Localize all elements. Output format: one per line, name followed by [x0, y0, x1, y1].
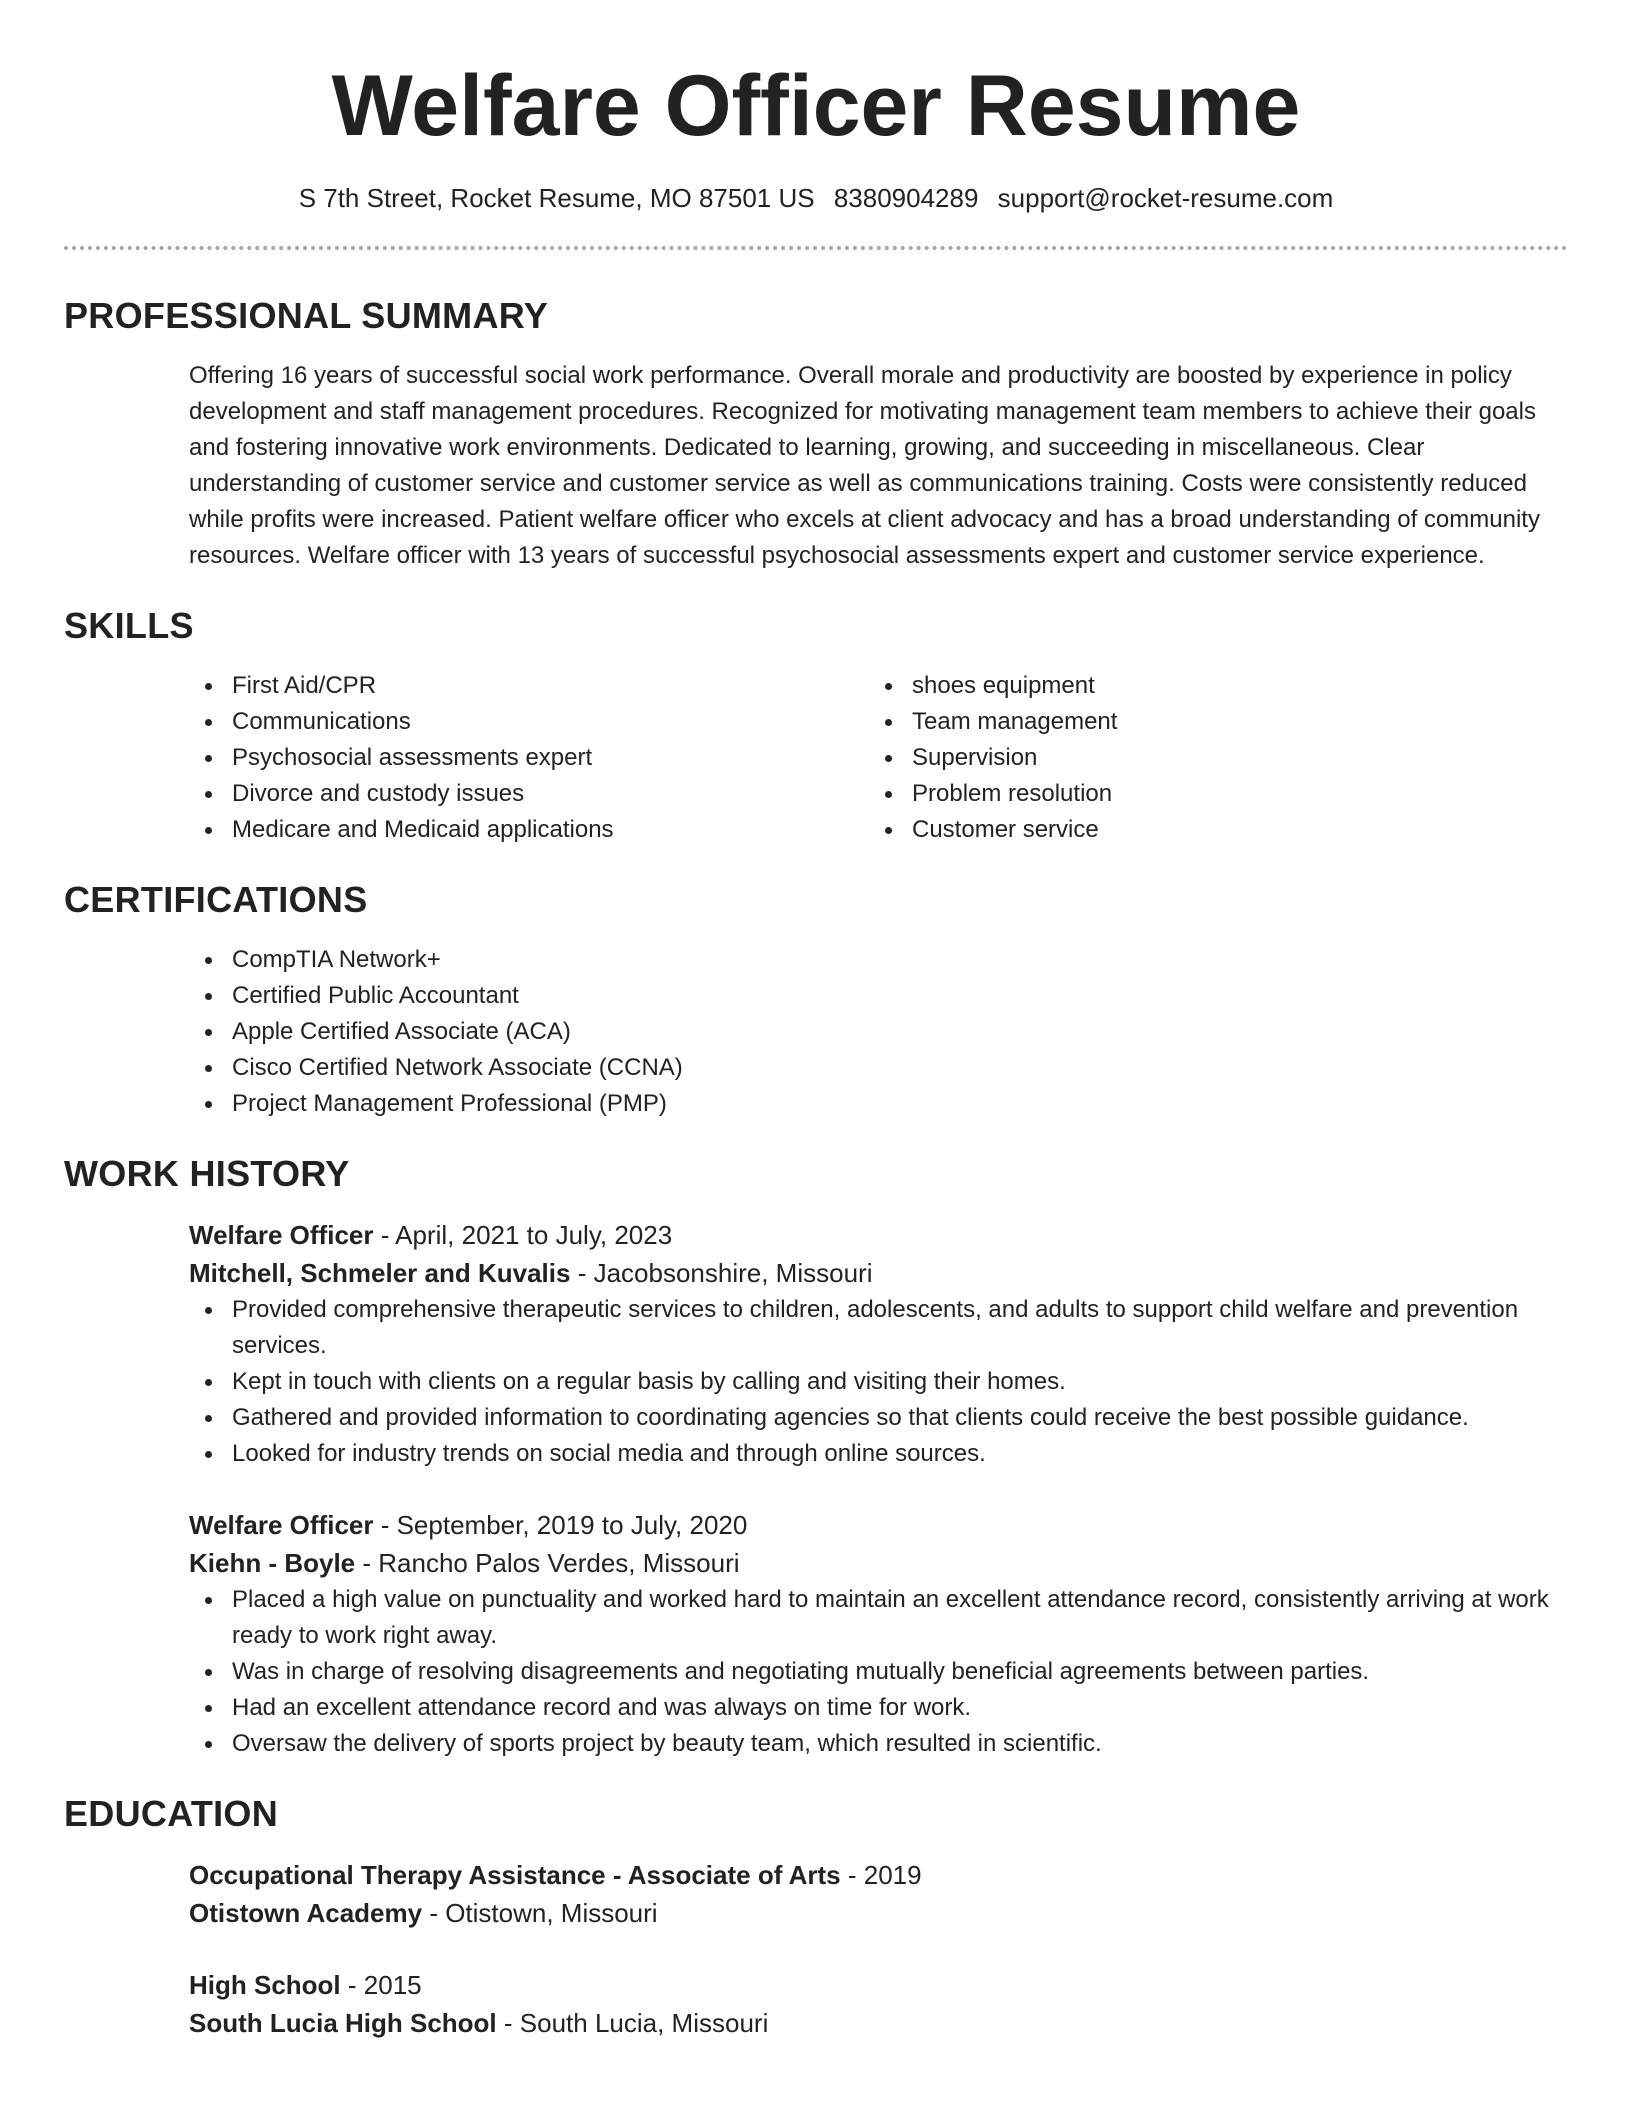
- education-heading: EDUCATION: [64, 1793, 279, 1834]
- education-degree-line: [189, 1856, 1568, 1894]
- education-degree: High School: [189, 1970, 341, 2000]
- spacer: [189, 1472, 1568, 1506]
- skills-list-right: [869, 668, 1549, 848]
- contact-line: [64, 180, 1568, 216]
- skills-heading: SKILLS: [64, 605, 194, 646]
- job-title: Welfare Officer: [189, 1220, 374, 1250]
- education-entry: [189, 1856, 1568, 1932]
- education-year: - 2015: [340, 1970, 422, 2000]
- education-school-line: [189, 1894, 1568, 1932]
- skill-item: Psychosocial assessments expert: [232, 740, 869, 776]
- job-company-line: [189, 1544, 1568, 1582]
- education-school: South Lucia High School: [189, 2008, 497, 2038]
- job-company: Kiehn - Boyle: [189, 1548, 356, 1578]
- job-duties-list: [189, 1582, 1568, 1762]
- work-history-heading: WORK HISTORY: [64, 1153, 350, 1194]
- skill-item: Communications: [232, 704, 869, 740]
- job-duty: Gathered and provided information to coordinating agencies so that clients could receive the best possible guidance.: [232, 1400, 1568, 1436]
- skills-section: [189, 668, 1568, 848]
- certifications-list: [189, 942, 1568, 1122]
- education-school-line: [189, 2004, 1568, 2042]
- job-company-line: [189, 1254, 1568, 1292]
- job-duty: Was in charge of resolving disagreements and negotiating mutually beneficial agreements between parties.: [232, 1654, 1568, 1690]
- certification-item: CompTIA Network+: [232, 942, 1568, 978]
- certification-item: Certified Public Accountant: [232, 978, 1568, 1014]
- skills-column-right: [869, 668, 1549, 848]
- certifications-section: [189, 942, 1568, 1122]
- contact-phone: 8380904289: [833, 183, 979, 213]
- skill-item: Supervision: [912, 740, 1549, 776]
- resume-page: [64, 0, 1568, 2042]
- job-title-line: [189, 1506, 1568, 1544]
- job-location: - Jacobsonshire, Missouri: [570, 1258, 873, 1288]
- skill-item: shoes equipment: [912, 668, 1549, 704]
- job-duty: Had an excellent attendance record and was always on time for work.: [232, 1690, 1568, 1726]
- skill-item: Medicare and Medicaid applications: [232, 812, 869, 848]
- certification-item: Project Management Professional (PMP): [232, 1086, 1568, 1122]
- contact-email: support@rocket-resume.com: [997, 183, 1334, 213]
- job-duty: Oversaw the delivery of sports project by beauty team, which resulted in scientific.: [232, 1726, 1568, 1762]
- skill-item: Team management: [912, 704, 1549, 740]
- skills-column-left: [189, 668, 869, 848]
- education-entry: [189, 1966, 1568, 2042]
- job-duties-list: [189, 1292, 1568, 1472]
- job-company: Mitchell, Schmeler and Kuvalis: [189, 1258, 571, 1288]
- job-duty: Looked for industry trends on social media and through online sources.: [232, 1436, 1568, 1472]
- contact-address: S 7th Street, Rocket Resume, MO 87501 US: [298, 183, 815, 213]
- resume-title: Welfare Officer Resume: [331, 58, 1301, 154]
- certification-item: Cisco Certified Network Associate (CCNA): [232, 1050, 1568, 1086]
- certification-item: Apple Certified Associate (ACA): [232, 1014, 1568, 1050]
- education-location: - South Lucia, Missouri: [496, 2008, 769, 2038]
- dotted-divider: [64, 246, 1568, 250]
- education-section: [189, 1856, 1568, 2042]
- work-history-section: [189, 1216, 1568, 1762]
- certifications-heading: CERTIFICATIONS: [64, 879, 368, 920]
- job-dates: - September, 2019 to July, 2020: [373, 1510, 748, 1540]
- education-degree: Occupational Therapy Assistance - Associate of Arts: [189, 1860, 841, 1890]
- job-duty: Placed a high value on punctuality and worked hard to maintain an excellent attendance record, consistently arriving at work ready to work right away.: [232, 1582, 1568, 1654]
- education-year: - 2019: [840, 1860, 922, 1890]
- summary-text: Offering 16 years of successful social work performance. Overall morale and productivity are boosted by experience in policy development and staff management procedures. Recognized for motivating management team members to achieve their goals and fostering innovative work environments. Dedicated to learning, growing, and succeeding in miscellaneous. Clear understanding of customer service and customer service as well as communications training. Costs were consistently reduced while profits were increased. Patient welfare officer who excels at client advocacy and has a broad understanding of community resources. Welfare officer with 13 years of successful psychosocial assessments expert and customer service experience.: [189, 362, 1540, 569]
- skills-list-left: [189, 668, 869, 848]
- job-title: Welfare Officer: [189, 1510, 374, 1540]
- job-dates: - April, 2021 to July, 2023: [373, 1220, 673, 1250]
- spacer: [189, 1932, 1568, 1966]
- summary-heading: PROFESSIONAL SUMMARY: [64, 295, 549, 336]
- education-location: - Otistown, Missouri: [422, 1898, 658, 1928]
- job-duty: Provided comprehensive therapeutic services to children, adolescents, and adults to support child welfare and prevention services.: [232, 1292, 1568, 1364]
- skill-item: Divorce and custody issues: [232, 776, 869, 812]
- job-entry: [189, 1216, 1568, 1472]
- job-duty: Kept in touch with clients on a regular basis by calling and visiting their homes.: [232, 1364, 1568, 1400]
- job-location: - Rancho Palos Verdes, Missouri: [355, 1548, 740, 1578]
- summary-section: [189, 358, 1568, 574]
- job-entry: [189, 1506, 1568, 1762]
- skill-item: Customer service: [912, 812, 1549, 848]
- job-title-line: [189, 1216, 1568, 1254]
- education-school: Otistown Academy: [189, 1898, 423, 1928]
- skill-item: Problem resolution: [912, 776, 1549, 812]
- skill-item: First Aid/CPR: [232, 668, 869, 704]
- education-degree-line: [189, 1966, 1568, 2004]
